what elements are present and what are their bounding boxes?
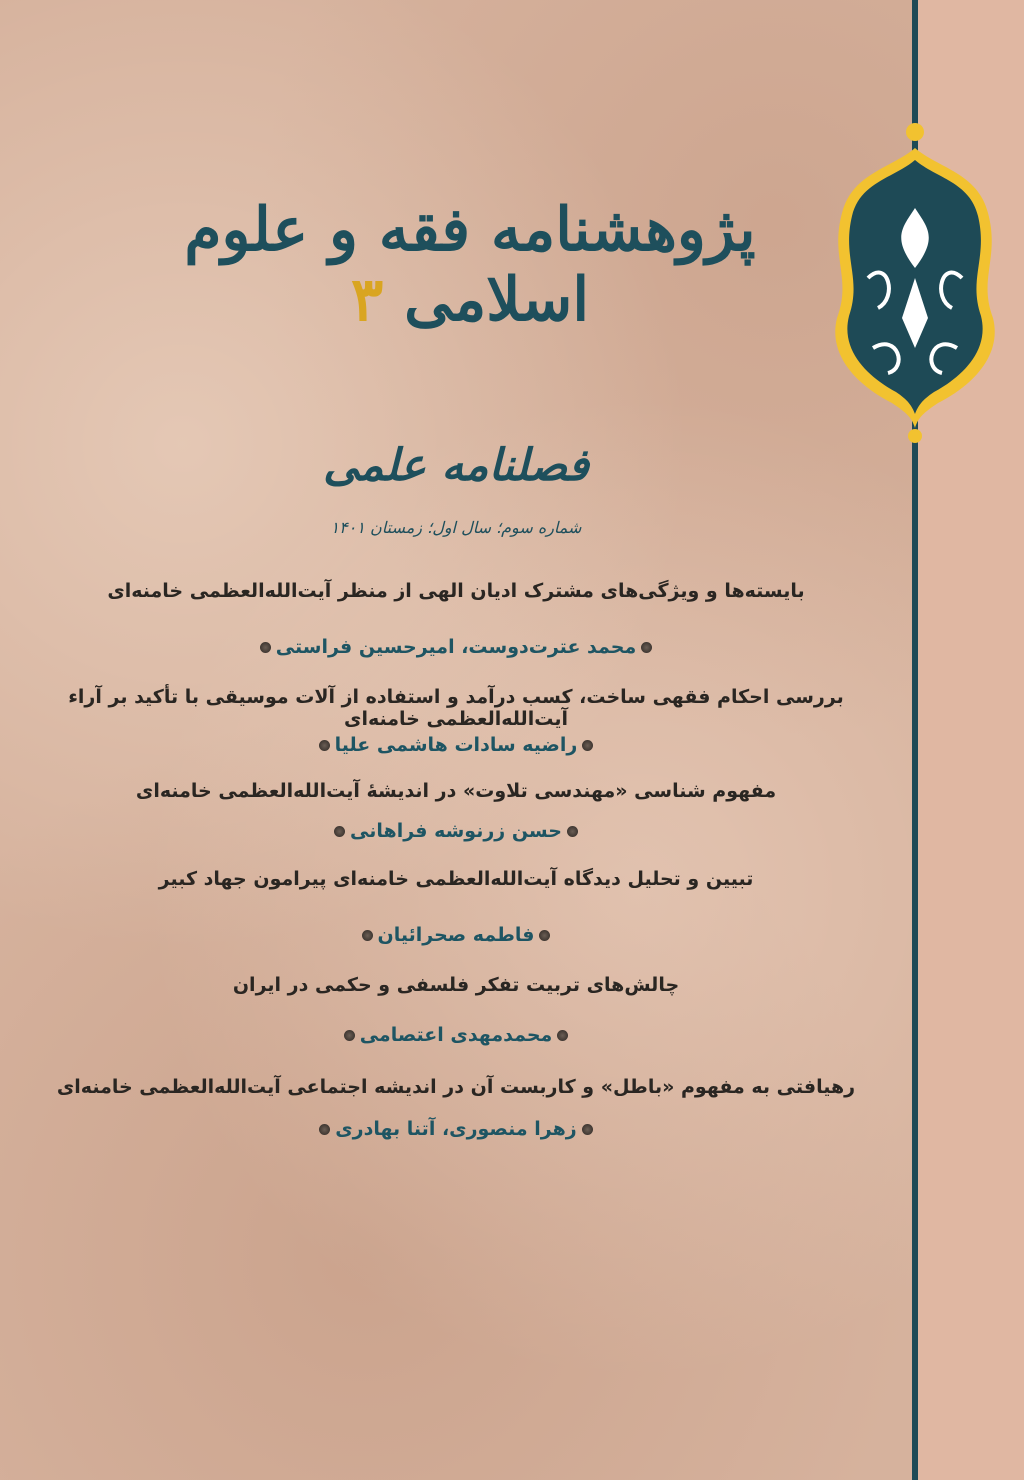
article-authors: محمد عترت‌دوست، امیرحسین فراستی [0, 636, 912, 658]
journal-type: فصلنامه علمی [323, 440, 589, 491]
journal-title: پژوهشنامه فقه و علوم اسلامی ۳ [184, 195, 756, 335]
article-title: چالش‌های تربیت تفکر فلسفی و حکمی در ایران [232, 974, 680, 996]
journal-number: ۳ [350, 265, 384, 335]
ornament-emblem-icon [828, 118, 1002, 444]
article-authors: زهرا منصوری، آتنا بهادری [0, 1118, 912, 1140]
article-title: مفهوم شناسی «مهندسی تلاوت» در اندیشهٔ آیت‌الله‌العظمی خامنه‌ای [135, 780, 777, 802]
article-title: تبیین و تحلیل دیدگاه آیت‌الله‌العظمی خامنه‌ای پیرامون جهاد کبیر [158, 868, 754, 890]
article-authors: محمدمهدی اعتصامی [0, 1024, 912, 1046]
article-title: رهیافتی به مفهوم «باطل» و کاربست آن در اندیشه اجتماعی آیت‌الله‌العظمی خامنه‌ای [56, 1076, 856, 1098]
article-title: بایسته‌ها و ویژگی‌های مشترک ادیان الهی از منظر آیت‌الله‌العظمی خامنه‌ای [107, 580, 805, 602]
article-authors: حسن زرنوشه فراهانی [0, 820, 912, 842]
article-authors: فاطمه صحرائیان [0, 924, 912, 946]
article-authors: راضیه سادات هاشمی علیا [0, 734, 912, 756]
issue-info: شماره سوم؛ سال اول؛ زمستان ۱۴۰۱ [330, 518, 582, 537]
article-title: بررسی احکام فقهی ساخت، کسب درآمد و استفاده از آلات موسیقی با تأکید بر آراء آیت‌الله‌العظمی خامنه‌ای [68, 686, 844, 730]
